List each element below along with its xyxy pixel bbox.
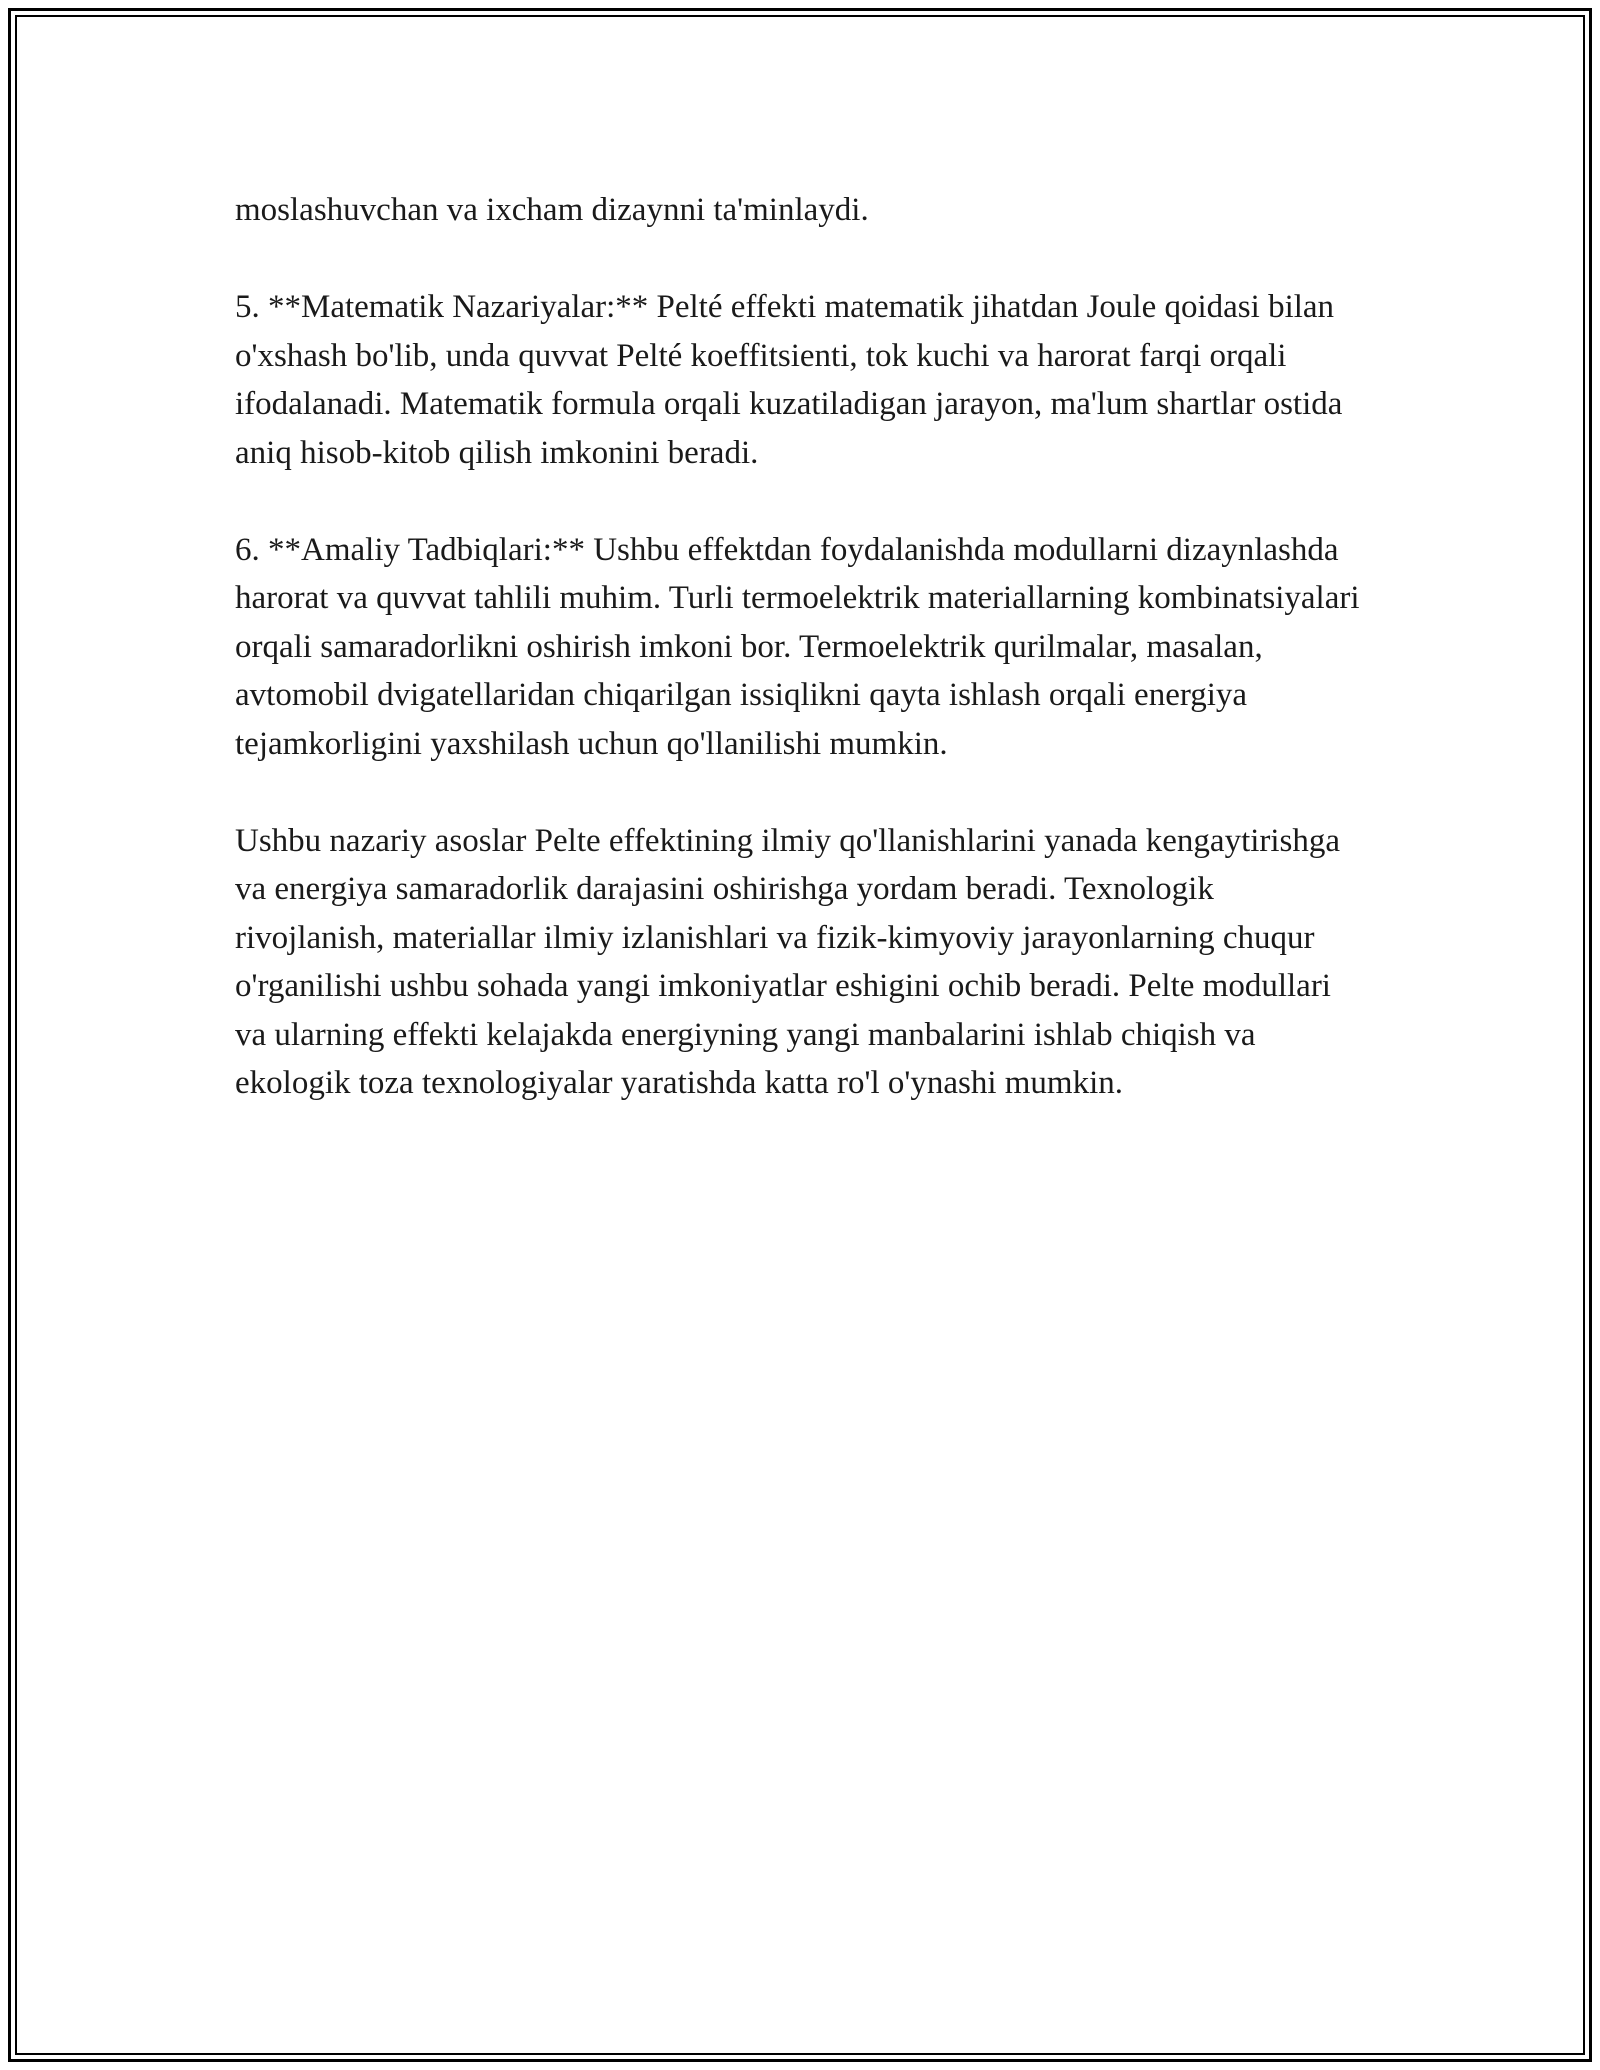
paragraph-continuation: moslashuvchan va ixcham dizaynni ta'minlaydi. — [235, 192, 869, 228]
paragraph-mathematical-theories: 5. **Matematik Nazariyalar:** Pelté effekti matematik jihatdan Joule qoidasi bilan o'xshash bo'lib, unda quvvat Pelté koeffitsienti, tok kuchi va harorat farqi orqali ifodalanadi. Matematik formula orqali kuzatiladigan jarayon, ma'lum shartlar ostida aniq hisob-kitob qilish imkonini beradi. — [235, 289, 1343, 471]
paragraph-practical-applications: 6. **Amaliy Tadbiqlari:** Ushbu effektdan foydalanishda modullarni dizaynlashda harorat va quvvat tahlili muhim. Turli termoelektrik materiallarning kombinatsiyalari orqali samaradorlikni oshirish imkoni bor. Termoelektrik qurilmalar, masalan, avtomobil dvigatellaridan chiqarilgan issiqlikni qayta ishlash orqali energiya tejamkorligini yaxshilash uchun qo'llanilishi mumkin. — [235, 531, 1360, 762]
paragraph-conclusion: Ushbu nazariy asoslar Pelte effektining ilmiy qo'llanishlarini yanada kengaytirishga va energiya samaradorlik darajasini oshirishga yordam beradi. Texnologik rivojlanish, materiallar ilmiy izlanishlari va fizik-kimyoviy jarayonlarning chuqur o'rganilishi ushbu sohada yangi imkoniyatlar eshigini ochib beradi. Pelte modullari va ularning effekti kelajakda energiyning yangi manbalarini ishlab chiqish va ekologik toza texnologiyalar yaratishda katta ro'l o'ynashi mumkin. — [235, 822, 1341, 1101]
document-body — [235, 186, 1365, 1156]
